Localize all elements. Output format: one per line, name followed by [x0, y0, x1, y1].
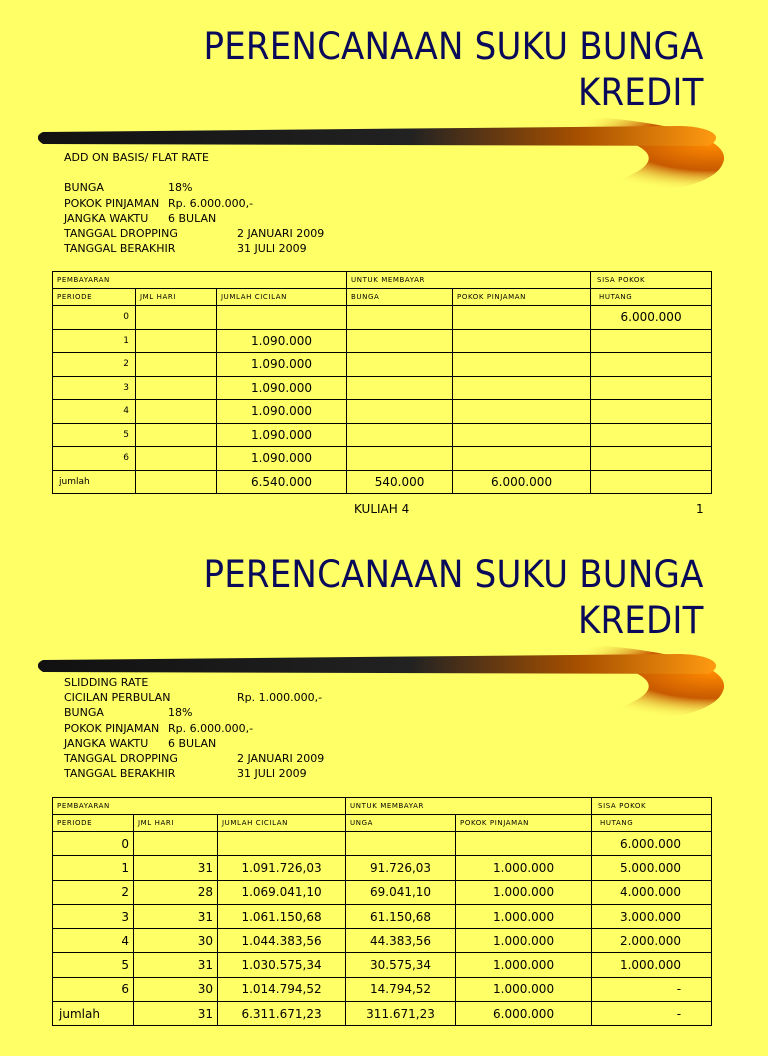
column-header-row	[53, 289, 712, 306]
table-cell	[136, 329, 217, 353]
group-header: UNTUK MEMBAYAR	[347, 272, 591, 289]
info-label: POKOK PINJAMAN	[64, 721, 160, 735]
table-cell: 2	[53, 880, 134, 904]
total-label: jumlah	[53, 470, 136, 494]
total-cell	[591, 470, 712, 494]
info-value: 6 BULAN	[168, 211, 217, 225]
total-cell: 6.000.000	[453, 470, 591, 494]
table-cell	[218, 832, 346, 856]
info-label: BUNGA	[64, 181, 104, 195]
table-cell: 4.000.000	[592, 880, 712, 904]
group-header: SISA POKOK	[592, 798, 712, 815]
table-cell: 2.000.000	[592, 929, 712, 953]
table-cell	[136, 353, 217, 377]
column-header: JUMLAH CICILAN	[217, 289, 347, 306]
table-cell: 6.000.000	[591, 306, 712, 330]
group-header: UNTUK MEMBAYAR	[346, 798, 592, 815]
slide-title	[204, 552, 704, 644]
table-cell: 6	[53, 977, 134, 1001]
info-value: 18%	[168, 706, 193, 720]
table-row	[53, 306, 712, 330]
table-cell: 1.090.000	[217, 329, 347, 353]
table-cell: 1.090.000	[217, 353, 347, 377]
column-header: HUTANG	[591, 289, 712, 306]
table-cell: 5.000.000	[592, 856, 712, 880]
table-cell: 30	[134, 929, 218, 953]
table-cell	[591, 423, 712, 447]
info-value: 2 JANUARI 2009	[237, 226, 325, 240]
column-header: HUTANG	[592, 815, 712, 832]
total-cell: 6.311.671,23	[218, 1002, 346, 1026]
table-cell: 5	[53, 953, 134, 977]
column-header: JUMLAH CICILAN	[218, 815, 346, 832]
table-cell	[217, 306, 347, 330]
table-cell: 1.061.150,68	[218, 904, 346, 928]
group-header: PEMBAYARAN	[53, 798, 346, 815]
table-cell: 31	[134, 856, 218, 880]
column-header: POKOK PINJAMAN	[456, 815, 592, 832]
table-cell: 1.091.726,03	[218, 856, 346, 880]
title-line-1: PERENCANAAN SUKU BUNGA	[203, 25, 704, 68]
column-header: PERIODE	[53, 289, 136, 306]
table-cell: 1.030.575,34	[218, 953, 346, 977]
total-cell: -	[592, 1002, 712, 1026]
slide-title	[204, 24, 704, 116]
table-cell	[453, 447, 591, 471]
table-row	[53, 329, 712, 353]
table-cell	[591, 329, 712, 353]
title-line-2: KREDIT	[578, 71, 704, 114]
total-row	[53, 470, 712, 494]
info-label: TANGGAL BERAKHIR	[64, 242, 176, 256]
column-header: POKOK PINJAMAN	[453, 289, 591, 306]
table-cell	[347, 447, 453, 471]
info-label: TANGGAL BERAKHIR	[64, 767, 176, 781]
table-cell: 28	[134, 880, 218, 904]
table-cell: 1.090.000	[217, 423, 347, 447]
table-cell: 2	[53, 353, 136, 377]
table-cell	[347, 400, 453, 424]
table-cell: 0	[53, 306, 136, 330]
info-label: JANGKA WAKTU	[64, 736, 149, 750]
table-cell: 1.000.000	[456, 953, 592, 977]
total-cell	[136, 470, 217, 494]
table-cell: 6.000.000	[592, 832, 712, 856]
table-cell: 91.726,03	[346, 856, 456, 880]
table-cell	[591, 376, 712, 400]
table-cell	[134, 832, 218, 856]
total-cell: 6.540.000	[217, 470, 347, 494]
table-cell: 1	[53, 856, 134, 880]
group-header-row	[53, 272, 712, 289]
table-cell	[591, 400, 712, 424]
total-cell: 6.000.000	[456, 1002, 592, 1026]
column-header-row	[53, 815, 712, 832]
table-cell: 1.000.000	[456, 929, 592, 953]
table-row	[53, 353, 712, 377]
table-cell: 6	[53, 447, 136, 471]
column-header: BUNGA	[347, 289, 453, 306]
table-cell: 1.000.000	[456, 977, 592, 1001]
table-cell	[453, 306, 591, 330]
info-value: 6 BULAN	[168, 736, 217, 750]
info-value: 18%	[168, 181, 193, 195]
table-cell: -	[592, 977, 712, 1001]
table-cell: 69.041,10	[346, 880, 456, 904]
table-row	[53, 953, 712, 977]
table-body	[53, 306, 712, 494]
title-line-1: PERENCANAAN SUKU BUNGA	[203, 553, 704, 596]
column-header: PERIODE	[53, 815, 134, 832]
table-cell: 1.000.000	[456, 856, 592, 880]
table-cell	[347, 376, 453, 400]
table-cell: 3	[53, 904, 134, 928]
column-header: JML HARI	[136, 289, 217, 306]
table-cell	[136, 376, 217, 400]
info-label: CICILAN PERBULAN	[64, 691, 171, 705]
total-row	[53, 1002, 712, 1026]
table-cell	[136, 306, 217, 330]
table-cell	[453, 353, 591, 377]
table-cell	[346, 832, 456, 856]
footer-text: KULIAH 4	[354, 502, 410, 516]
table-cell: 0	[53, 832, 134, 856]
info-value: 2 JANUARI 2009	[237, 751, 325, 765]
table-body	[53, 832, 712, 1026]
table-cell: 31	[134, 904, 218, 928]
info-label: TANGGAL DROPPING	[64, 226, 178, 240]
table-row	[53, 904, 712, 928]
table-row	[53, 400, 712, 424]
total-cell: 311.671,23	[346, 1002, 456, 1026]
table-cell: 1.090.000	[217, 447, 347, 471]
info-value: Rp. 1.000.000,-	[237, 691, 323, 705]
table-cell	[453, 400, 591, 424]
table-cell	[347, 329, 453, 353]
table-cell: 1.000.000	[456, 880, 592, 904]
table-cell: 4	[53, 929, 134, 953]
table-row	[53, 423, 712, 447]
table-cell: 30	[134, 977, 218, 1001]
table-cell: 31	[134, 953, 218, 977]
info-value: Rp. 6.000.000,-	[168, 721, 254, 735]
table-cell	[453, 376, 591, 400]
group-header-row	[53, 798, 712, 815]
payment-table	[52, 271, 712, 494]
method-text: SLIDDING RATE	[64, 676, 149, 689]
table-row	[53, 856, 712, 880]
info-label: JANGKA WAKTU	[64, 211, 149, 225]
column-header: UNGA	[346, 815, 456, 832]
info-label: BUNGA	[64, 706, 104, 720]
group-header: SISA POKOK	[591, 272, 712, 289]
table-cell: 44.383,56	[346, 929, 456, 953]
table-cell	[136, 400, 217, 424]
table-row	[53, 447, 712, 471]
table-cell: 1.090.000	[217, 400, 347, 424]
table-cell: 1	[53, 329, 136, 353]
table-cell: 1.069.041,10	[218, 880, 346, 904]
total-cell: 31	[134, 1002, 218, 1026]
total-label: jumlah	[53, 1002, 134, 1026]
table-row	[53, 880, 712, 904]
table-cell: 1.090.000	[217, 376, 347, 400]
table-cell	[453, 329, 591, 353]
column-header: JML HARI	[134, 815, 218, 832]
table-cell: 5	[53, 423, 136, 447]
table-cell: 30.575,34	[346, 953, 456, 977]
table-cell	[456, 832, 592, 856]
table-cell: 61.150,68	[346, 904, 456, 928]
title-line-2: KREDIT	[578, 599, 704, 642]
table-cell	[591, 447, 712, 471]
table-cell	[136, 423, 217, 447]
table-cell	[591, 353, 712, 377]
table-cell	[347, 306, 453, 330]
info-value: 31 JULI 2009	[237, 242, 307, 256]
total-cell: 540.000	[347, 470, 453, 494]
info-value: 31 JULI 2009	[237, 767, 307, 781]
table-cell: 3.000.000	[592, 904, 712, 928]
table-cell: 3	[53, 376, 136, 400]
table-cell	[347, 353, 453, 377]
method-text: ADD ON BASIS/ FLAT RATE	[64, 151, 209, 164]
table-row	[53, 929, 712, 953]
table-cell: 4	[53, 400, 136, 424]
info-value: Rp. 6.000.000,-	[168, 196, 254, 210]
table-cell: 1.000.000	[592, 953, 712, 977]
table-row	[53, 832, 712, 856]
slide-2	[0, 528, 768, 1056]
table-cell: 14.794,52	[346, 977, 456, 1001]
table-cell: 1.000.000	[456, 904, 592, 928]
table-row	[53, 977, 712, 1001]
info-label: TANGGAL DROPPING	[64, 751, 178, 765]
table-cell: 1.044.383,56	[218, 929, 346, 953]
table-cell	[136, 447, 217, 471]
table-cell: 1.014.794,52	[218, 977, 346, 1001]
table-row	[53, 376, 712, 400]
table-cell	[347, 423, 453, 447]
group-header: PEMBAYARAN	[53, 272, 347, 289]
page-number: 1	[696, 502, 704, 516]
payment-table	[52, 797, 712, 1026]
info-label: POKOK PINJAMAN	[64, 196, 160, 210]
table-cell	[453, 423, 591, 447]
